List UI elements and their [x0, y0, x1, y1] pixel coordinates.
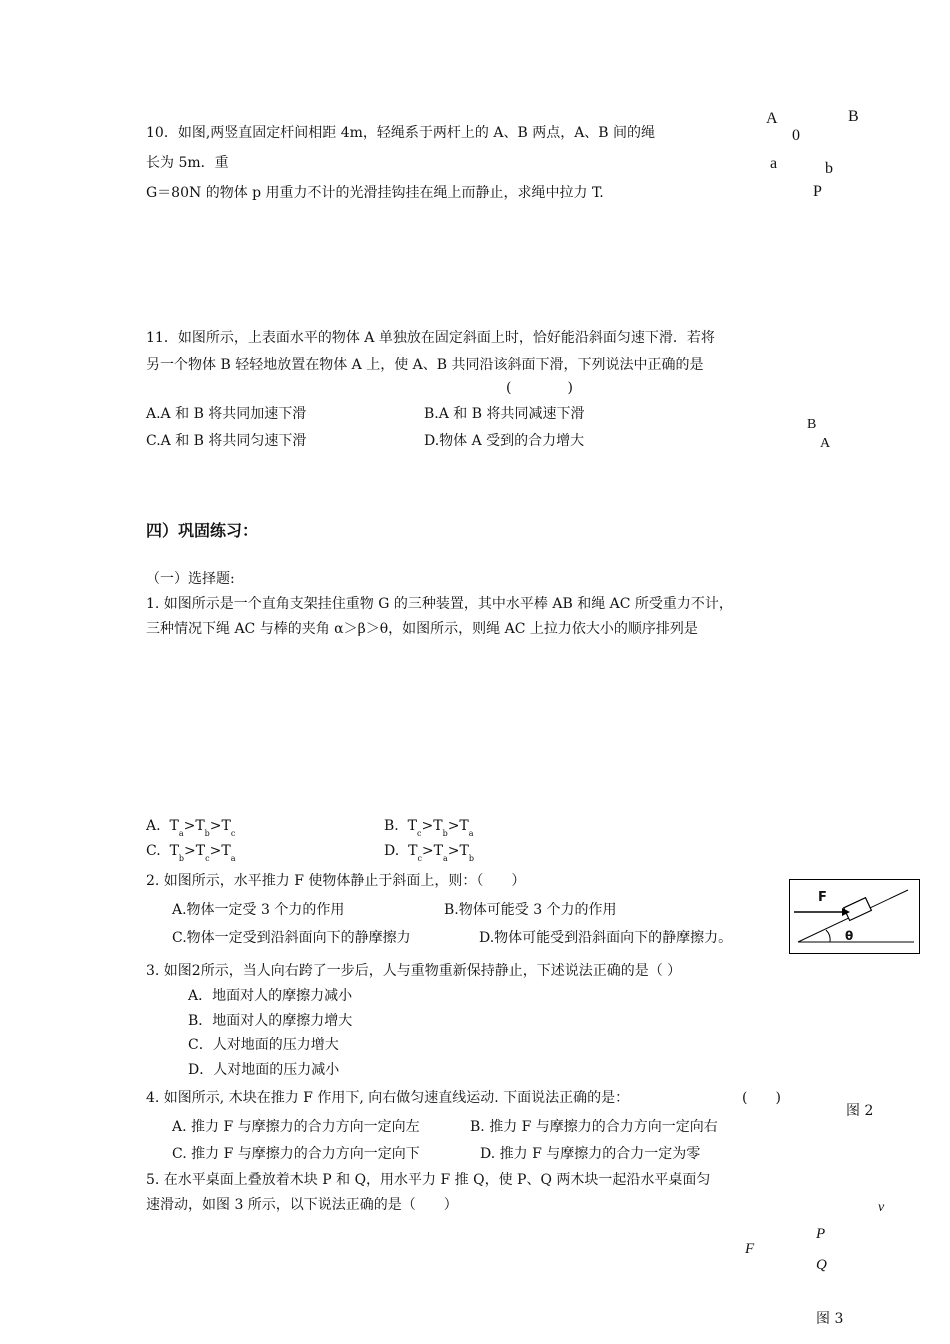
q11-line1-text: 11．如图所示，上表面水平的物体 A 单独放在固定斜面上时，恰好能沿斜面匀速下滑．若将 — [146, 330, 715, 346]
p5-fig-label-v: v — [878, 1200, 885, 1215]
subscript: b — [468, 854, 474, 863]
q10-line1: 10．如图,两竖直固定杆间相距 4m，轻绳系于两杆上的 A、B 两点，A、B 间的绳 — [146, 125, 656, 141]
subscript: a — [178, 829, 184, 838]
p5-fig-label-F: F — [745, 1241, 755, 1257]
p1-line1: 1. 如图所示是一个直角支架挂住重物 G 的三种装置，其中水平棒 AB 和绳 AC 所受重力不计， — [146, 596, 733, 612]
p2-option-c: C.物体一定受到沿斜面向下的静摩擦力 — [172, 930, 411, 946]
p1-option-c — [146, 843, 236, 863]
q11-option-a: A.A 和 B 将共同加速下滑 — [146, 406, 307, 422]
tension-symbol: T — [459, 843, 469, 859]
q11-fig-label-B: B — [807, 417, 817, 432]
subscript: b — [178, 854, 185, 863]
p3-option-b: B．地面对人的摩擦力增大 — [188, 1013, 353, 1029]
q10-fig-label-O: 0 — [792, 127, 800, 144]
angle-arc — [826, 930, 830, 942]
p4-option-d: D. 推力 F 与摩擦力的合力一定为零 — [480, 1146, 701, 1162]
subscript: b — [204, 829, 210, 838]
p1-option-a-letter: A. — [146, 818, 161, 834]
subscript: c — [417, 854, 422, 863]
tension-symbol: T — [407, 818, 417, 834]
tension-symbol: T — [169, 843, 179, 859]
greater-than: > — [209, 843, 222, 859]
q10-fig-label-a: a — [770, 155, 778, 172]
tension-symbol: T — [433, 818, 443, 834]
q10-fig-label-B: B — [848, 108, 859, 125]
p2-figure — [789, 879, 920, 954]
section-title: 四）巩固练习： — [146, 521, 259, 540]
p5-fig-label-P: P — [816, 1226, 826, 1242]
q10-fig-label-b: b — [825, 160, 833, 177]
q10-fig-label-P: P — [813, 183, 822, 200]
q10-line2: 长为 5m．重 — [146, 155, 229, 171]
p2-option-d: D.物体可能受到沿斜面向下的静摩擦力。 — [479, 930, 733, 946]
subscript: c — [230, 829, 236, 838]
tension-symbol: T — [459, 818, 469, 834]
p4-option-c: C. 推力 F 与摩擦力的合力方向一定向下 — [172, 1146, 420, 1162]
greater-than: > — [183, 818, 196, 834]
p3-option-d: D．人对地面的压力减小 — [188, 1062, 340, 1078]
subscript: b — [442, 829, 448, 838]
q11-fig-label-A: A — [820, 436, 831, 451]
p1-option-c-letter: C. — [146, 843, 161, 859]
greater-than: > — [209, 818, 222, 834]
q11-option-b: B.A 和 B 将共同减速下滑 — [424, 406, 585, 422]
p1-option-d — [384, 843, 474, 863]
p1-line2: 三种情况下绳 AC 与棒的夹角 α＞β＞θ，如图所示，则绳 AC 上拉力依大小的顺序排列是 — [146, 621, 698, 637]
q10-line3: G＝80N 的物体 p 用重力不计的光滑挂钩挂在绳上而静止，求绳中拉力 T. — [146, 185, 604, 201]
greater-than: > — [421, 818, 434, 834]
subscript: a — [468, 829, 474, 838]
p2-option-a: A.物体一定受 3 个力的作用 — [172, 902, 345, 918]
p3-option-c: C．人对地面的压力增大 — [188, 1037, 339, 1053]
p3-stem: 3. 如图2所示，当人向右跨了一步后，人与重物重新保持静止，下述说法正确的是（ ） — [146, 963, 682, 979]
subscript: c — [417, 829, 422, 838]
p5-figure-caption: 图 3 — [816, 1311, 844, 1327]
greater-than: > — [447, 818, 460, 834]
block — [844, 898, 872, 921]
tension-symbol: T — [221, 843, 231, 859]
p4-answer-paren: ( ) — [742, 1090, 781, 1106]
subsection-title: （一）选择题: — [146, 571, 235, 587]
p1-option-d-letter: D. — [384, 843, 400, 859]
p5-line1: 5. 在水平桌面上叠放着木块 P 和 Q，用水平力 F 推 Q，使 P、Q 两木块一起沿水平桌面匀 — [146, 1172, 711, 1188]
greater-than: > — [184, 843, 196, 859]
p4-option-b: B. 推力 F 与摩擦力的合力方向一定向右 — [470, 1119, 718, 1135]
tension-symbol: T — [221, 818, 231, 834]
p2-fig-label-theta: θ — [845, 929, 854, 943]
p4-option-a: A. 推力 F 与摩擦力的合力方向一定向左 — [172, 1119, 420, 1135]
q11-line2: 另一个物体 B 轻轻地放置在物体 A 上，使 A、B 共同沿该斜面下滑，下列说法中正确的是 — [146, 357, 704, 373]
p2-stem: 2. 如图所示，水平推力 F 使物体静止于斜面上，则：（ ） — [146, 873, 526, 889]
q11-option-c: C.A 和 B 将共同匀速下滑 — [146, 433, 307, 449]
greater-than: > — [447, 843, 460, 859]
p5-fig-label-Q: Q — [816, 1257, 827, 1273]
q11-answer-paren: ( ) — [506, 380, 573, 396]
p2-option-b: B.物体可能受 3 个力的作用 — [444, 902, 617, 918]
tension-symbol: T — [169, 818, 179, 834]
greater-than: > — [421, 843, 434, 859]
tension-symbol: T — [195, 843, 206, 859]
q10-fig-label-A: A — [766, 110, 778, 127]
p3-option-a: A．地面对人的摩擦力减小 — [188, 988, 353, 1004]
tension-symbol: T — [408, 843, 418, 859]
p5-line2: 速滑动，如图 3 所示，以下说法正确的是（ ） — [146, 1197, 458, 1213]
p2-fig-label-F: F — [818, 890, 827, 905]
subscript: a — [230, 854, 236, 863]
subscript: a — [443, 854, 448, 863]
tension-symbol: T — [433, 843, 443, 859]
p1-option-b-letter: B. — [384, 818, 399, 834]
q11-option-d: D.物体 A 受到的合力增大 — [424, 433, 585, 449]
q11-line1 — [146, 327, 715, 347]
p1-option-a — [146, 818, 236, 838]
tension-symbol: T — [195, 818, 205, 834]
p4-stem: 4. 如图所示, 木块在推力 F 作用下, 向右做匀速直线运动. 下面说法正确的是： — [146, 1090, 630, 1106]
subscript: c — [205, 854, 210, 863]
p3-figure-caption: 图 2 — [846, 1103, 874, 1119]
p1-option-b — [384, 818, 474, 838]
incline-diagram — [790, 880, 919, 953]
